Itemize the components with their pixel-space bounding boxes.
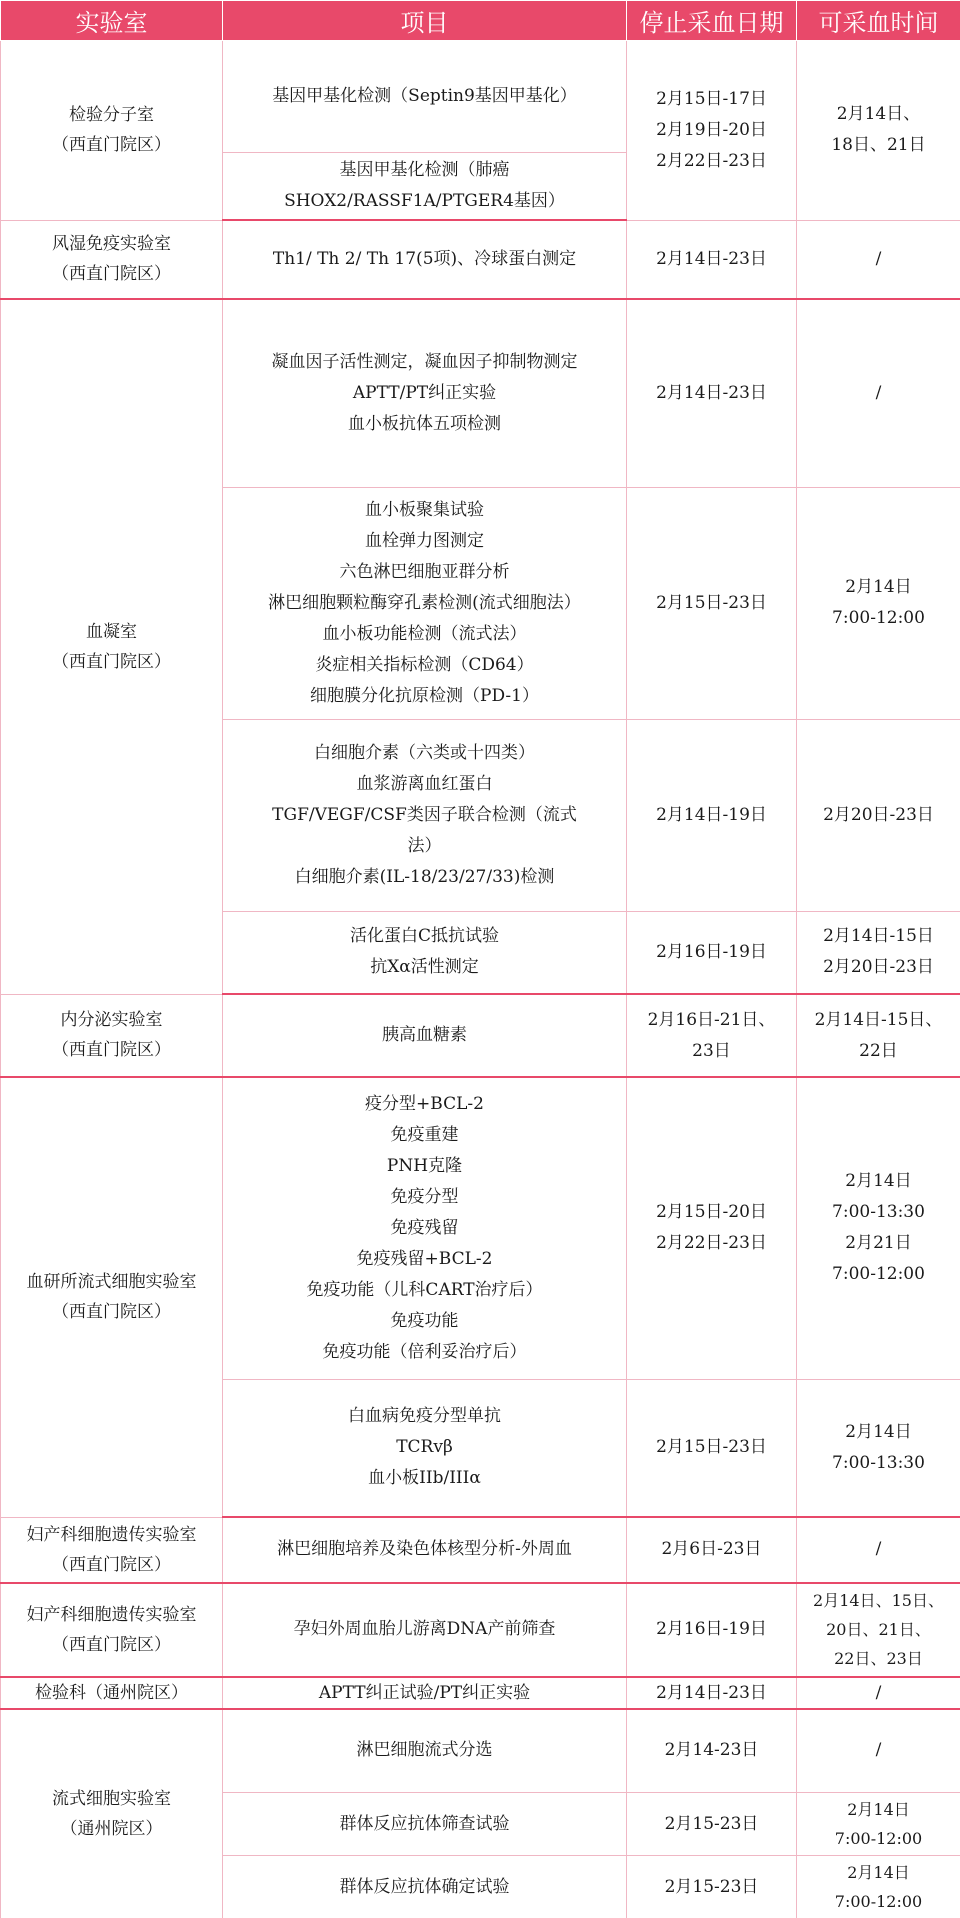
- item-text: 细胞膜分化抗原检测（PD-1）: [310, 685, 539, 706]
- available-time-cell: [797, 220, 960, 299]
- lab-cell: [1, 994, 223, 1077]
- available-time-text: 2月14日: [845, 577, 912, 597]
- available-time-text: 7:00-12:00: [832, 1264, 925, 1285]
- available-time-text: /: [875, 382, 882, 403]
- item-text: 血栓弹力图测定: [365, 530, 484, 551]
- item-text: APTT纠正试验/PT纠正实验: [318, 1682, 531, 1703]
- item-text: 淋巴细胞培养及染色体核型分析-外周血: [277, 1539, 572, 1560]
- item-cell: [223, 1583, 627, 1677]
- item-cell: [223, 1677, 627, 1709]
- item-text: 基因甲基化检测（肺癌: [339, 160, 510, 180]
- item-text: Th1/ Th 2/ Th 17(5项)、冷球蛋白测定: [272, 249, 577, 269]
- lab-cell: [1, 41, 223, 221]
- lab-name: 内分泌实验室: [60, 1010, 163, 1031]
- header-lab: 实验室: [1, 1, 223, 41]
- stop-date-text: 2月16日-19日: [656, 1619, 767, 1639]
- item-text: 胰高血糖素: [382, 1025, 467, 1045]
- stop-date-cell: [627, 1379, 797, 1517]
- header-available-time: 可采血时间: [797, 1, 960, 41]
- stop-date-text: 2月16日-21日、: [647, 1009, 776, 1030]
- lab-cell: [1, 1077, 223, 1517]
- item-text: 孕妇外周血胎儿游离DNA产前筛查: [293, 1619, 556, 1639]
- item-text: 群体反应抗体确定试验: [339, 1876, 510, 1897]
- available-time-cell: [797, 1709, 960, 1793]
- stop-date-cell: [627, 1677, 797, 1709]
- item-text: SHOX2/RASSF1A/PTGER4基因）: [284, 191, 565, 211]
- lab-name: 妇产科细胞遗传实验室: [26, 1524, 197, 1545]
- table-row: [1, 1677, 960, 1709]
- lab-cell: [1, 1677, 223, 1709]
- item-text: 免疫重建: [390, 1124, 459, 1145]
- stop-date-text: 2月15日-23日: [656, 592, 767, 613]
- lab-campus: （西直门院区）: [52, 264, 171, 285]
- lab-cell: [1, 1517, 223, 1583]
- item-cell: [223, 220, 627, 299]
- stop-date-text: 2月22日-23日: [656, 150, 767, 171]
- item-text: 免疫功能（儿科CART治疗后）: [306, 1279, 543, 1300]
- table-row: [1, 41, 960, 153]
- lab-campus: （西直门院区）: [52, 1554, 171, 1575]
- item-text: 血浆游离血红蛋白: [356, 773, 493, 794]
- item-text: APTT/PT纠正实验: [352, 382, 497, 403]
- lab-cell: [1, 1583, 223, 1677]
- item-text: 免疫残留+BCL-2: [356, 1248, 493, 1269]
- lab-name: 检验科（通州院区）: [35, 1682, 188, 1703]
- available-time-text: 2月14日: [847, 1800, 910, 1819]
- available-time-cell: [797, 1677, 960, 1709]
- item-text: 白细胞介素（六类或十四类）: [314, 742, 535, 763]
- item-text: 活化蛋白C抵抗试验: [349, 926, 499, 947]
- item-cell: [223, 911, 627, 994]
- lab-campus: （西直门院区）: [52, 1634, 171, 1655]
- stop-date-cell: [627, 994, 797, 1077]
- stop-date-cell: [627, 1709, 797, 1793]
- header-item: 项目: [223, 1, 627, 41]
- available-time-text: 7:00-13:30: [832, 1202, 925, 1223]
- item-cell: [223, 1517, 627, 1583]
- item-cell: [223, 1793, 627, 1856]
- available-time-text: 2月14日-15日、: [814, 1009, 943, 1030]
- available-time-cell: [797, 41, 960, 221]
- available-time-text: 22日: [859, 1040, 898, 1061]
- stop-date-text: 23日: [692, 1040, 731, 1061]
- available-time-cell: [797, 719, 960, 911]
- header-row: [1, 1, 960, 41]
- item-cell: [223, 1709, 627, 1793]
- lab-name: 妇产科细胞遗传实验室: [26, 1604, 197, 1625]
- available-time-text: 2月20日-23日: [823, 804, 934, 825]
- stop-date-text: 2月15日-23日: [656, 1437, 767, 1458]
- stop-date-cell: [627, 299, 797, 487]
- item-text: 法）: [407, 835, 442, 856]
- available-time-text: 7:00-12:00: [832, 608, 925, 628]
- available-time-text: 2月14日、: [836, 104, 921, 125]
- available-time-text: 22日、23日: [834, 1649, 923, 1668]
- available-time-cell: [797, 487, 960, 719]
- lab-cell: [1, 1709, 223, 1918]
- item-text: 淋巴细胞流式分选: [356, 1740, 493, 1761]
- stop-date-cell: [627, 1856, 797, 1918]
- stop-date-text: 2月16日-19日: [656, 941, 767, 962]
- item-text: 凝血因子活性测定，凝血因子抑制物测定: [271, 351, 578, 372]
- header-stop-dates: 停止采血日期: [627, 1, 797, 41]
- item-text: 六色淋巴细胞亚群分析: [339, 561, 510, 582]
- table-row: [1, 994, 960, 1077]
- item-text: 炎症相关指标检测（CD64）: [315, 654, 534, 675]
- available-time-text: /: [875, 1682, 882, 1703]
- table-row: [1, 1077, 960, 1379]
- item-text: 免疫残留: [390, 1217, 459, 1238]
- lab-name: 流式细胞实验室: [52, 1788, 171, 1809]
- lab-cell: [1, 299, 223, 994]
- item-text: 血小板聚集试验: [365, 499, 484, 520]
- table-row: [1, 1583, 960, 1677]
- lab-cell: [1, 220, 223, 299]
- available-time-text: 2月14日、15日、: [813, 1591, 944, 1610]
- stop-date-text: 2月14日-23日: [656, 382, 767, 403]
- lab-campus: （西直门院区）: [52, 135, 171, 156]
- stop-date-text: 2月19日-20日: [656, 119, 767, 140]
- item-text: 血小板IIb/IIIα: [368, 1468, 481, 1489]
- available-time-cell: [797, 1077, 960, 1379]
- lab-campus: （西直门院区）: [52, 651, 171, 672]
- item-cell: [223, 153, 627, 221]
- item-cell: [223, 994, 627, 1077]
- available-time-cell: [797, 299, 960, 487]
- stop-date-text: 2月15-23日: [664, 1813, 759, 1834]
- item-text: 白血病免疫分型单抗: [348, 1406, 501, 1427]
- available-time-text: 2月14日: [845, 1421, 912, 1442]
- item-cell: [223, 719, 627, 911]
- stop-date-cell: [627, 487, 797, 719]
- stop-date-text: 2月15日-17日: [656, 88, 767, 109]
- stop-date-cell: [627, 220, 797, 299]
- item-text: 疫分型+BCL-2: [365, 1093, 484, 1114]
- lab-campus: （通州院区）: [60, 1818, 163, 1839]
- available-time-text: 18日、21日: [831, 135, 926, 156]
- available-time-text: 2月14日: [847, 1863, 910, 1882]
- available-time-text: 2月20日-23日: [823, 957, 934, 978]
- available-time-text: /: [875, 248, 882, 269]
- item-cell: [223, 487, 627, 719]
- available-time-cell: [797, 1583, 960, 1677]
- lab-name: 血凝室: [86, 621, 137, 642]
- item-cell: [223, 41, 627, 153]
- table-row: [1, 299, 960, 487]
- available-time-text: 2月14日-15日: [823, 926, 934, 947]
- stop-date-cell: [627, 719, 797, 911]
- available-time-cell: [797, 1379, 960, 1517]
- stop-date-text: 2月14日-19日: [656, 804, 767, 825]
- item-text: 免疫功能（倍利妥治疗后）: [322, 1341, 527, 1362]
- item-text: 免疫分型: [390, 1186, 459, 1207]
- item-cell: [223, 1856, 627, 1918]
- table-row: [1, 220, 960, 299]
- item-text: TGF/VEGF/CSF类因子联合检测（流式: [272, 804, 577, 825]
- item-text: PNH克隆: [386, 1155, 463, 1176]
- available-time-text: /: [875, 1539, 882, 1560]
- available-time-text: 7:00-13:30: [832, 1452, 925, 1473]
- stop-date-cell: [627, 41, 797, 221]
- stop-date-text: 2月15日-20日: [656, 1202, 767, 1223]
- stop-date-cell: [627, 1793, 797, 1856]
- stop-date-cell: [627, 911, 797, 994]
- item-text: 白细胞介素(IL-18/23/27/33)检测: [294, 866, 555, 887]
- available-time-text: 20日、21日、: [826, 1620, 931, 1639]
- item-cell: [223, 299, 627, 487]
- stop-date-cell: [627, 1583, 797, 1677]
- lab-name: 风湿免疫实验室: [52, 234, 171, 255]
- item-text: 血小板功能检测（流式法）: [322, 623, 527, 644]
- table-row: [1, 1709, 960, 1793]
- available-time-cell: [797, 1856, 960, 1918]
- stop-date-text: 2月6日-23日: [661, 1539, 762, 1560]
- item-text: 基因甲基化检测（Septin9基因甲基化）: [272, 86, 577, 106]
- stop-date-text: 2月14日-23日: [656, 1682, 767, 1703]
- available-time-text: 2月14日: [845, 1171, 912, 1192]
- available-time-text: 7:00-12:00: [834, 1829, 923, 1848]
- available-time-cell: [797, 1517, 960, 1583]
- stop-date-cell: [627, 1077, 797, 1379]
- lab-name: 血研所流式细胞实验室: [26, 1272, 197, 1293]
- available-time-cell: [797, 994, 960, 1077]
- item-text: 抗Xα活性测定: [370, 957, 479, 978]
- available-time-text: 2月21日: [845, 1233, 912, 1254]
- stop-date-text: 2月15-23日: [664, 1876, 759, 1897]
- item-cell: [223, 1077, 627, 1379]
- stop-date-text: 2月14日-23日: [656, 248, 767, 269]
- available-time-text: /: [875, 1740, 882, 1761]
- stop-date-text: 2月14-23日: [664, 1740, 759, 1761]
- item-text: 免疫功能: [390, 1310, 459, 1331]
- item-text: TCRvβ: [396, 1437, 453, 1458]
- item-text: 血小板抗体五项检测: [348, 413, 501, 434]
- available-time-text: 7:00-12:00: [834, 1892, 923, 1911]
- stop-date-cell: [627, 1517, 797, 1583]
- available-time-cell: [797, 911, 960, 994]
- item-text: 群体反应抗体筛查试验: [339, 1813, 510, 1834]
- lab-campus: （西直门院区）: [52, 1302, 171, 1323]
- table-row: [1, 1517, 960, 1583]
- item-cell: [223, 1379, 627, 1517]
- item-text: 淋巴细胞颗粒酶穿孔素检测(流式细胞法）: [268, 592, 581, 613]
- available-time-cell: [797, 1793, 960, 1856]
- lab-campus: （西直门院区）: [52, 1040, 171, 1061]
- stop-date-text: 2月22日-23日: [656, 1233, 767, 1254]
- lab-name: 检验分子室: [69, 105, 154, 126]
